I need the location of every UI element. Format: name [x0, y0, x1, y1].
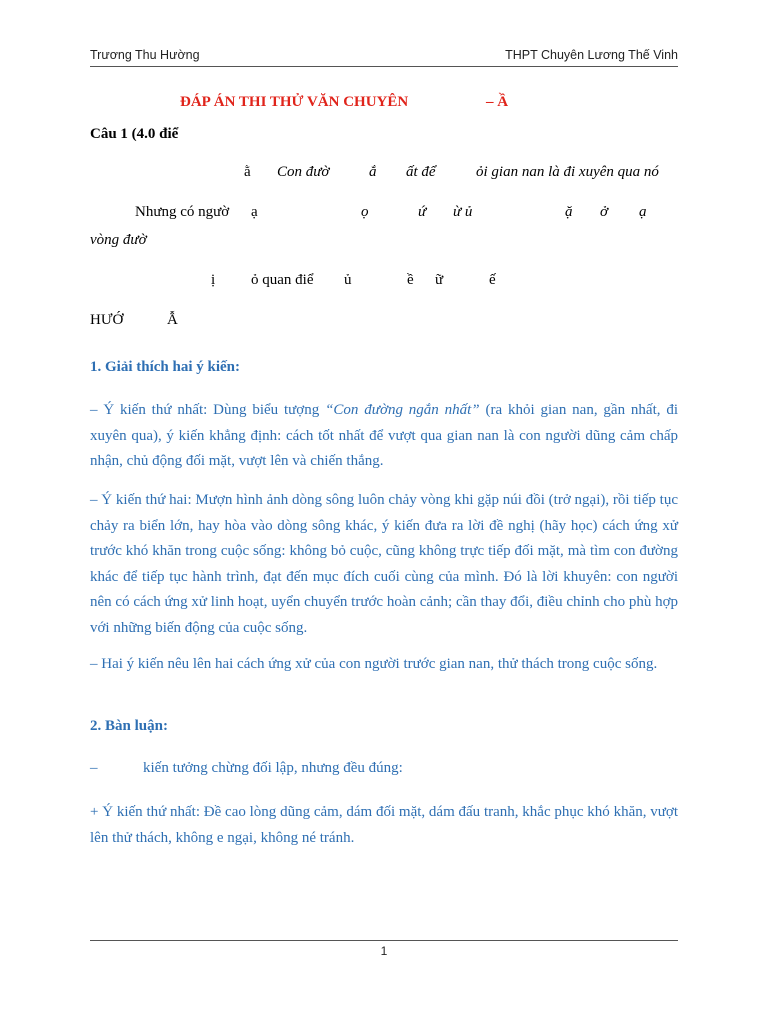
paragraph-opinion-one-praise: + Ý kiến thứ nhất: Đề cao lòng dũng cảm, dám đối mặt, dám đấu tranh, khắc phục khó khăn, vượt lên thử thách, không e ngại, không né tránh.: [90, 804, 678, 846]
question-fragment: ạ: [639, 204, 647, 220]
page-number: 1: [380, 944, 388, 958]
paragraph-opinion-two: – Ý kiến thứ hai: Mượn hình ảnh dòng sông luôn chảy vòng khi gặp núi đồi (trở ngại), rồi tiếp tục chảy ra biển lớn, hay hòa vào dòng sông khác, ý kiến đưa ra lời đề nghị (hãy học) cách ứng xử trước khó khăn trong cuộc sống: không bỏ cuộc, cũng không trực tiếp đối mặt, mà tìm con đường khác để tiếp tục hành trình, đạt đến mục đích cuối cùng của mình. Đó là lời khuyên: con người nên có cách ứng xử linh hoạt, uyển chuyển trước hoàn cảnh; cần thay đổi, điều chỉnh cho phù hợp với những biến động của cuộc sống.: [90, 492, 679, 636]
quoted-phrase: “Con đường ngắn nhất”: [325, 402, 480, 418]
question-fragment: ữ: [435, 272, 444, 288]
guide-heading-tail: Ẫ: [167, 312, 178, 328]
question-fragment: Nhưng có ngườ: [135, 204, 230, 220]
question-fragment: ặ: [565, 204, 573, 220]
question-fragment: ọ: [361, 204, 369, 220]
question-fragment: ở: [600, 204, 609, 220]
paragraph-summary: – Hai ý kiến nêu lên hai cách ứng xử của con người trước gian nan, thử thách trong cuộc sống.: [90, 656, 658, 672]
section-heading-discuss: 2. Bàn luận:: [90, 718, 168, 734]
paragraph-text: (ra khỏi gian nan, gần nhất, đi xuyên qua), ý kiến khẳng định: cách tốt nhất để vượt qua gian nan là con người dũng cảm chấp nhận, chủ động đối mặt, vượt lên và chiến thắng.: [90, 402, 678, 469]
question-fragment: ằ: [244, 164, 251, 180]
question-fragment: ủ: [344, 272, 352, 288]
guide-heading: HƯỚ: [90, 312, 124, 328]
question-fragment: ất để: [406, 164, 436, 180]
footer-divider: [90, 940, 678, 941]
paragraph-text: – Ý kiến thứ nhất: Dùng biểu tượng: [90, 402, 326, 418]
page-header: [90, 46, 678, 67]
question-fragment: ạ: [251, 204, 258, 220]
header-author: Trương Thu Hường: [90, 48, 200, 62]
question-fragment: ừ ủ: [453, 204, 473, 220]
question-fragment: vòng đườ: [90, 232, 147, 248]
document-title-tail: – Ầ: [486, 94, 509, 110]
question-fragment: ứ: [418, 204, 427, 220]
question-fragment: ề: [407, 272, 414, 288]
header-school: THPT Chuyên Lương Thế Vinh: [505, 48, 678, 62]
question-fragment: ắ: [369, 164, 377, 180]
question-fragment: ế: [489, 272, 496, 288]
discussion-lead: kiến tưởng chừng đối lập, nhưng đều đúng:: [143, 760, 403, 776]
document-title: ĐÁP ÁN THI THỬ VĂN CHUYÊN: [180, 94, 409, 110]
question-fragment: ỏi gian nan là đi xuyên qua nó: [476, 164, 659, 180]
section-heading-explain: 1. Giải thích hai ý kiến:: [90, 359, 241, 375]
question-fragment: Con đườ: [277, 164, 330, 180]
question-label: Câu 1 (4.0 điể: [90, 126, 179, 142]
question-fragment: ỏ quan điể: [251, 272, 314, 288]
question-fragment: ị: [211, 272, 216, 288]
discussion-dash: –: [90, 760, 98, 776]
paragraph-opinion-one: [90, 398, 678, 475]
